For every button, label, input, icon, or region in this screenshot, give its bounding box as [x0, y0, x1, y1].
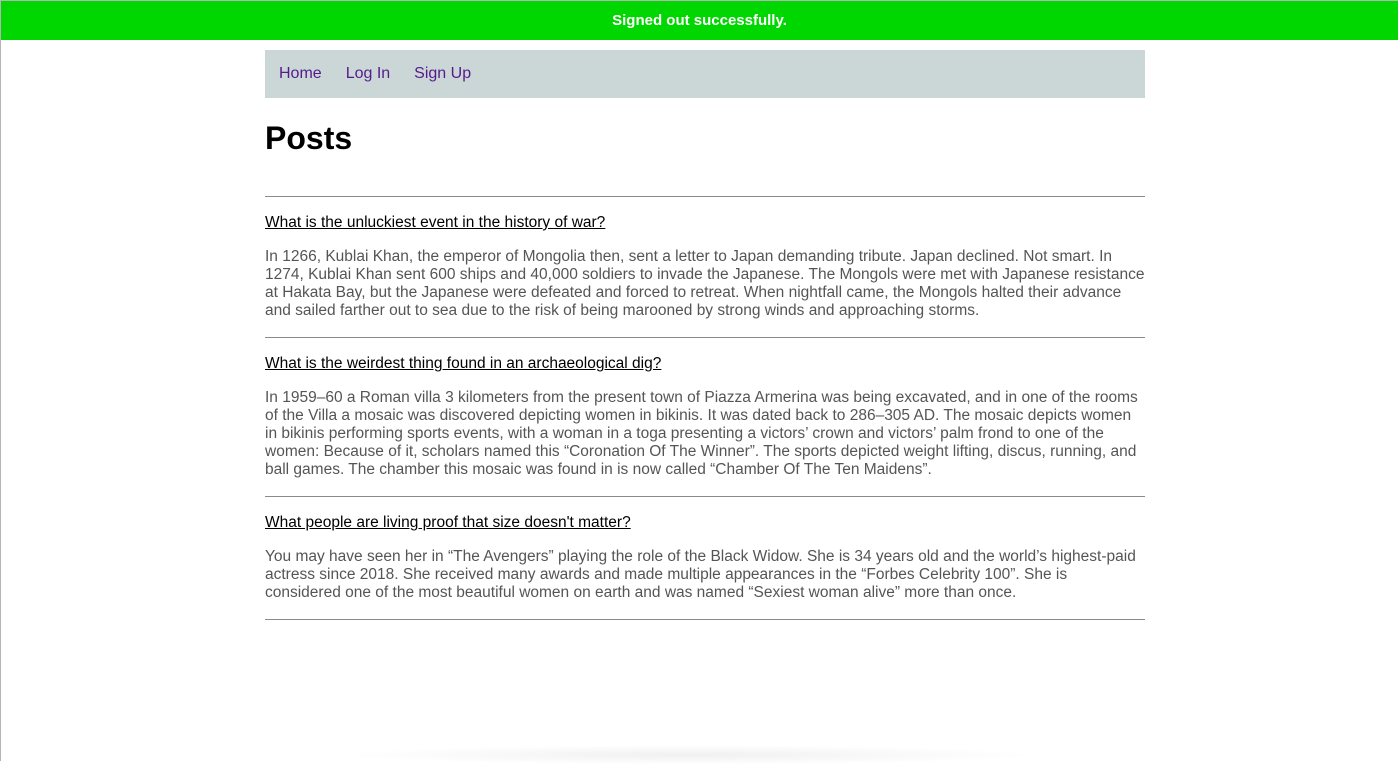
post-body: In 1266, Kublai Khan, the emperor of Mongolia then, sent a letter to Japan demanding tribute. Japan declined. Not smart. In 1274, Kublai Khan sent 600 ships and 40,000 soldiers to invade the Japanese. The Mongols were met with Japanese resistance at Hakata Bay, but the Japanese were defeated and forced to retreat. When nightfall came, the Mongols halted their advance and sailed farther out to sea due to the risk of being marooned by strong winds and approaching storms. — [265, 248, 1145, 319]
nav-link-sign-up[interactable]: Sign Up — [414, 65, 472, 82]
post-title-link[interactable]: What people are living proof that size doesn't matter? — [265, 514, 631, 531]
post-body: In 1959–60 a Roman villa 3 kilometers from the present town of Piazza Armerina was being excavated, and in one of the rooms of the Villa a mosaic was discovered depicting women in bikinis. It was dated back to 286–305 AD. The mosaic depicts women in bikinis performing sports events, with a woman in a toga presenting a victors’ crown and victors’ palm frond to one of the women: Because of it, scholars named this “Coronation Of The Winner”. The sports depicted weight lifting, discus, running, and ball games. The chamber this mosaic was found in is now called “Chamber Of The Ten Maidens”. — [265, 389, 1138, 478]
flash-notice — [1, 1, 1398, 40]
post-item — [265, 338, 1145, 497]
post-title-link[interactable]: What is the unluckiest event in the history of war? — [265, 214, 606, 231]
nav-link-log-in[interactable]: Log In — [345, 65, 391, 82]
post-item — [265, 197, 1145, 338]
flash-message: Signed out successfully. — [612, 12, 787, 29]
post-item — [265, 497, 1145, 620]
post-body: You may have seen her in “The Avengers” playing the role of the Black Widow. She is 34 years old and the world’s highest-paid actress since 2018. She received many awards and made multiple appearances in the “Forbes Celebrity 100”. She is considered one of the most beautiful women on earth and was named “Sexiest woman alive” more than once. — [265, 548, 1136, 601]
page-title: Posts — [265, 120, 353, 156]
bottom-shadow — [340, 745, 1040, 765]
nav-link-home[interactable]: Home — [279, 65, 322, 82]
post-title-link[interactable]: What is the weirdest thing found in an archaeological dig? — [265, 355, 662, 372]
main-container — [265, 50, 1145, 620]
nav-bar — [265, 50, 1145, 98]
posts-list — [265, 196, 1145, 620]
